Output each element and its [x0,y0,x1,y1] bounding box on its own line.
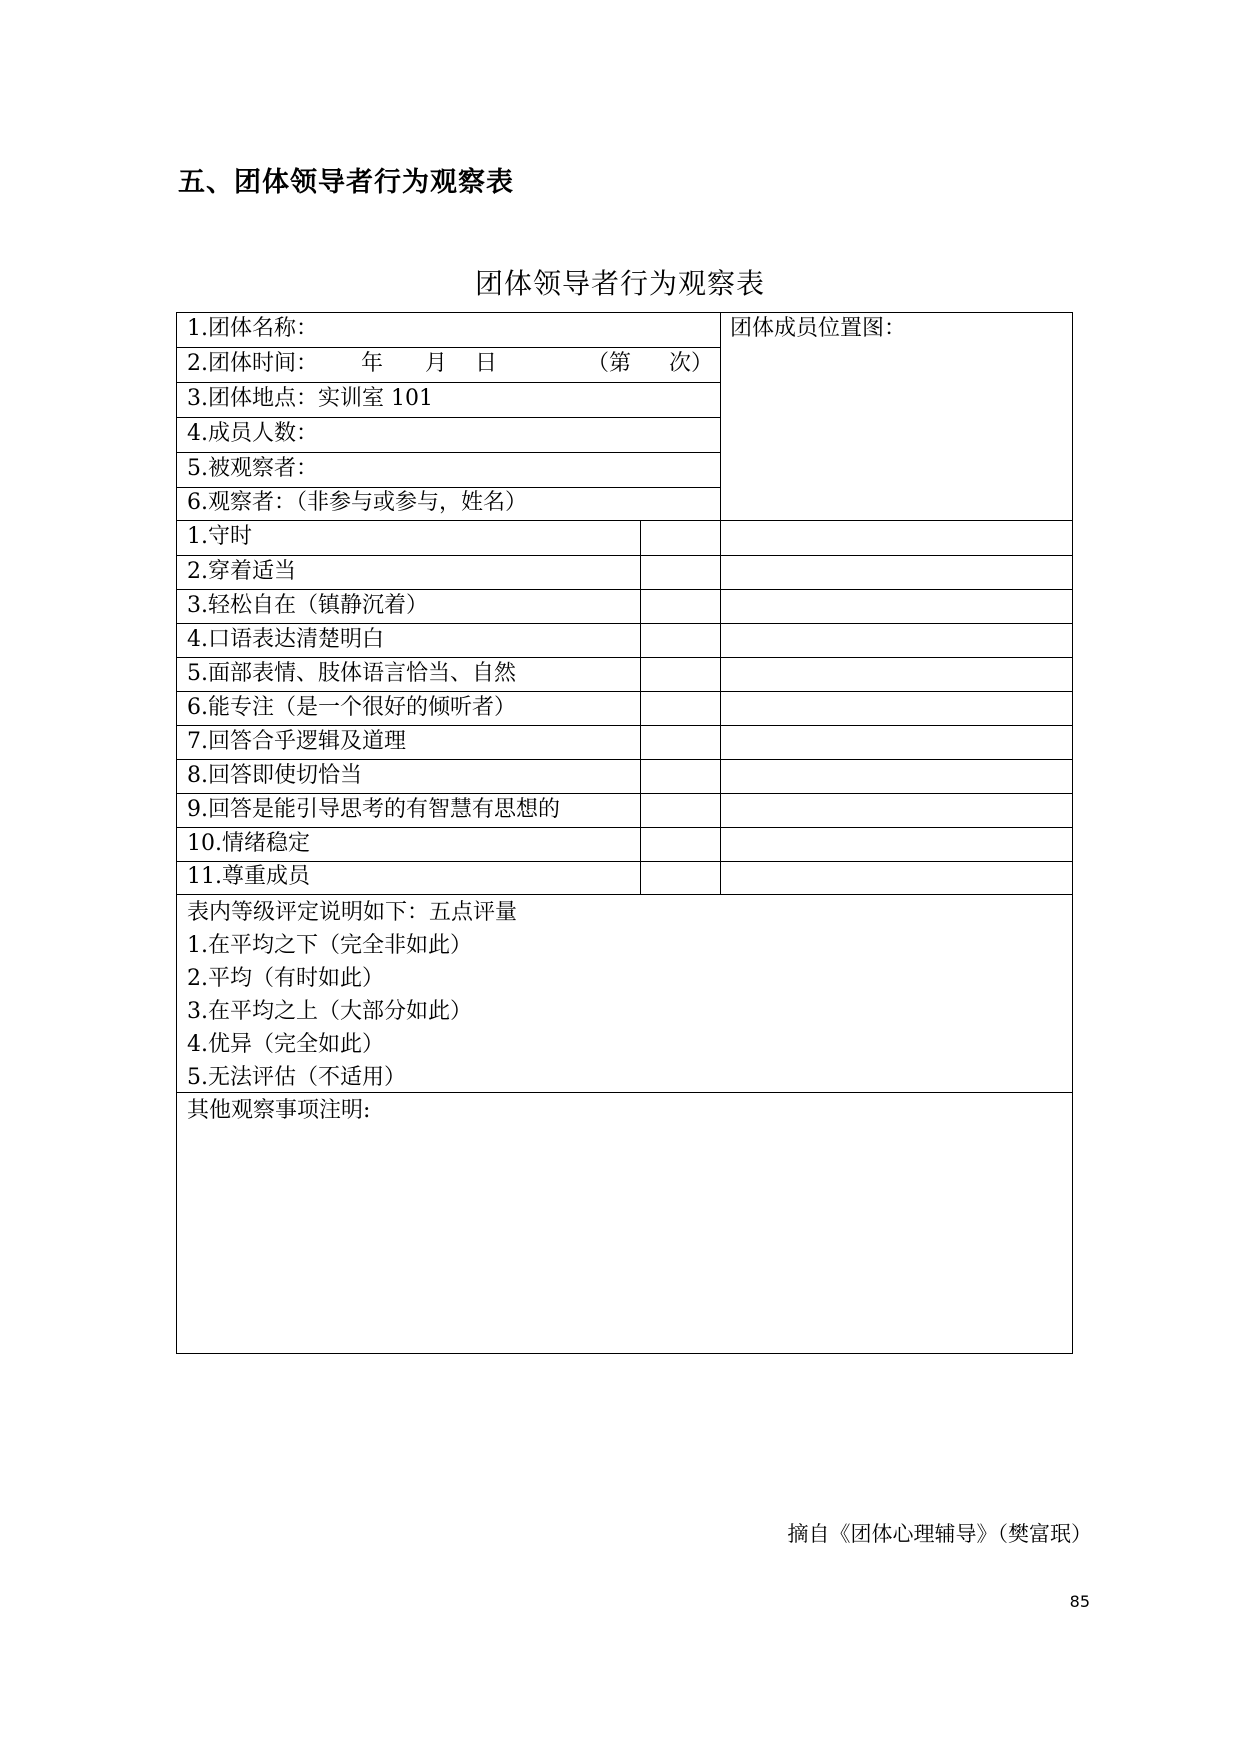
member-count-label: 4.成员人数： [187,421,318,446]
behavior-item: 1.守时 [187,524,252,549]
behavior-item: 2.穿着适当 [187,559,296,584]
behavior-row [177,862,640,894]
behavior-row [177,726,640,760]
group-name-label: 1.团体名称： [187,316,318,341]
behavior-row [177,590,640,624]
behavior-item: 11.尊重成员 [187,864,310,889]
rating-level: 4.优异（完全如此） [187,1032,384,1057]
info-row [177,453,720,487]
behavior-row [177,692,640,726]
day-label: 日 [475,351,498,376]
session-open-label: （第 [587,351,632,376]
behavior-item: 3.轻松自在（镇静沉着） [187,593,428,618]
behavior-item: 6.能专注（是一个很好的倾听者） [187,695,516,720]
page-number: 85 [1069,1592,1090,1611]
info-row [177,313,720,347]
observer-label: 6.观察者：（非参与或参与，姓名） [187,490,527,515]
position-map-label: 团体成员位置图： [730,316,907,341]
observed-person-label: 5.被观察者： [187,456,318,481]
behavior-item: 8.回答即使切恰当 [187,763,362,788]
form-title: 团体领导者行为观察表 [474,267,765,300]
row-line [177,894,1072,895]
info-row [177,418,720,452]
info-row [177,383,720,417]
group-time-label: 2.团体时间： [187,351,318,376]
behavior-row [177,624,640,658]
source-credit: 摘自《团体心理辅导》（樊富珉） [787,1522,1092,1546]
info-row [177,348,720,382]
rating-divider [640,520,641,894]
info-row [177,488,720,520]
behavior-row [177,556,640,590]
behavior-item: 5.面部表情、肢体语言恰当、自然 [187,661,516,686]
row-line [177,1092,1072,1093]
rating-level: 5.无法评估（不适用） [187,1065,406,1090]
behavior-item: 7.回答合乎逻辑及道理 [187,729,406,754]
rating-intro: 表内等级评定说明如下：五点评量 [187,900,518,925]
behavior-row [177,760,640,794]
notes-label: 其他观察事项注明: [187,1098,371,1123]
session-close-label: 次） [669,351,714,376]
behavior-item: 4.口语表达清楚明白 [187,627,384,652]
year-label: 年 [361,351,384,376]
rating-level: 3.在平均之上（大部分如此） [187,999,472,1024]
behavior-item: 9.回答是能引导思考的有智慧有思想的 [187,797,560,822]
group-location-label: 3.团体地点：实训室 101 [187,386,433,411]
rating-scale-section [177,896,1072,1090]
behavior-row [177,658,640,692]
behavior-item: 10.情绪稳定 [187,831,310,856]
month-label: 月 [425,351,448,376]
observation-form [176,312,1073,1354]
rating-level: 1.在平均之下（完全非如此） [187,933,472,958]
rating-level: 2.平均（有时如此） [187,966,384,991]
behavior-row [177,828,640,862]
section-heading: 五、团体领导者行为观察表 [178,167,514,198]
notes-section [177,1094,1072,1352]
behavior-row [177,521,640,555]
position-map-area [720,313,1072,520]
behavior-row [177,794,640,828]
